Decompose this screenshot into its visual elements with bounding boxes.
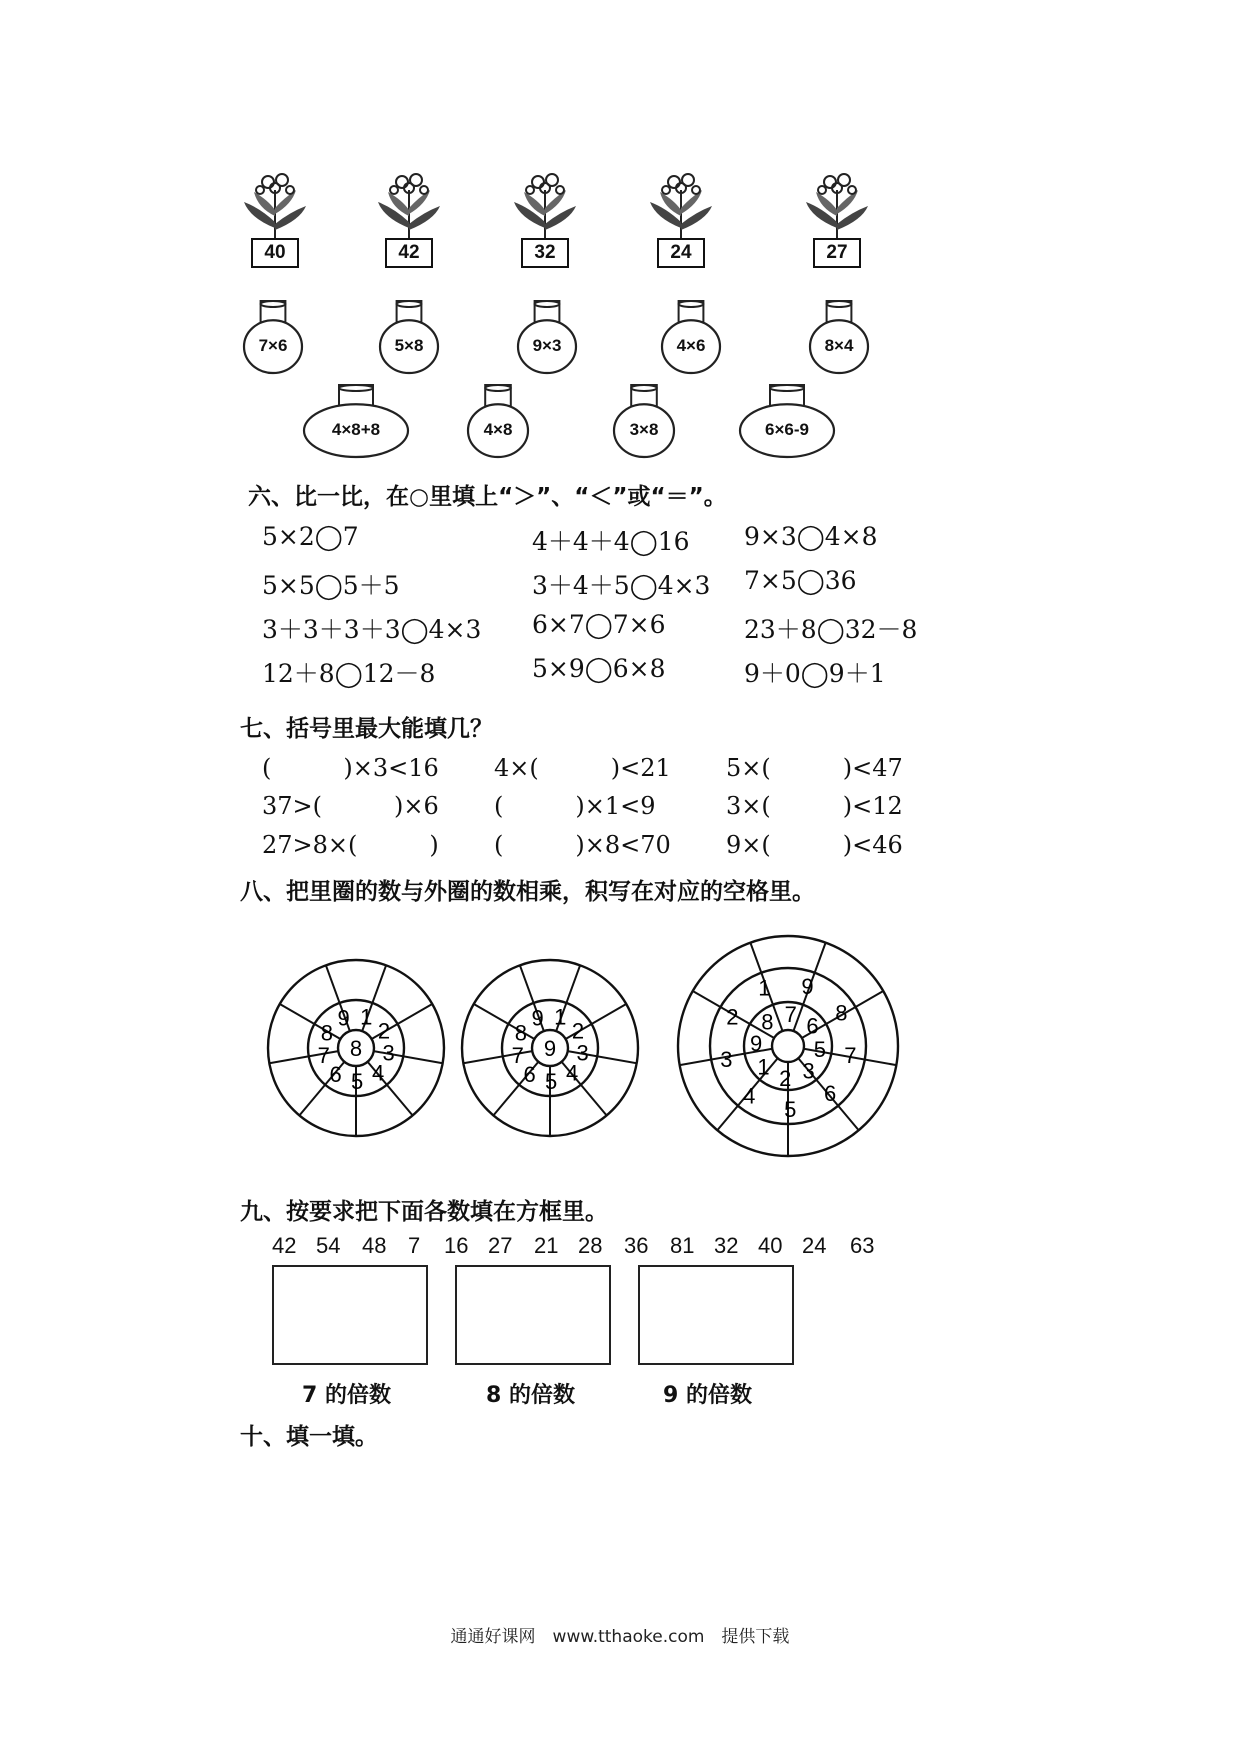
wheel-middle-number: 5 [784, 1096, 797, 1122]
wheel-inner-number: 3 [382, 1040, 395, 1066]
fill-item[interactable]: ( )×1<9 [494, 792, 656, 820]
flower-icon [372, 168, 446, 248]
multiply-wheel[interactable] [674, 932, 902, 1160]
answer-box-7[interactable] [272, 1265, 428, 1365]
pot-number: 24 [657, 238, 705, 268]
vase[interactable] [738, 384, 836, 460]
answer-box-8[interactable] [455, 1265, 611, 1365]
wheel-middle-number: 6 [824, 1080, 837, 1106]
flower-icon [238, 168, 312, 248]
wheel-inner-number: 8 [320, 1020, 333, 1046]
answer-box-9[interactable] [638, 1265, 794, 1365]
wheel-inner-number: 3 [802, 1058, 815, 1084]
vase[interactable] [302, 384, 410, 460]
flower-pot[interactable] [372, 168, 446, 268]
compare-item[interactable]: 7×5◯36 [744, 566, 857, 595]
compare-item[interactable]: 3＋4＋5◯4×3 [532, 571, 711, 600]
wheel-inner-number: 1 [554, 1004, 567, 1030]
wheel-inner-number: 5 [545, 1068, 558, 1094]
wheel-inner-number: 2 [571, 1018, 585, 1044]
fill-item[interactable]: 9×( )<46 [726, 831, 903, 859]
wheel-inner-number: 9 [337, 1005, 350, 1031]
wheel-middle-number: 2 [726, 1004, 739, 1030]
vase-expression: 4×6 [676, 335, 706, 355]
vase-expression: 4×8 [483, 419, 513, 439]
vase[interactable] [378, 300, 440, 376]
vase-expression: 9×3 [532, 335, 562, 355]
number-item[interactable]: 42 [272, 1233, 297, 1258]
vase[interactable] [808, 300, 870, 376]
wheel-middle-number: 4 [743, 1083, 756, 1109]
vase[interactable] [242, 300, 304, 376]
compare-item[interactable]: 23＋8◯32－8 [744, 615, 918, 644]
wheel-inner-number: 4 [371, 1060, 385, 1086]
number-item[interactable]: 81 [670, 1233, 695, 1258]
compare-item[interactable]: 9＋0◯9＋1 [744, 659, 886, 688]
number-item[interactable]: 48 [362, 1233, 387, 1258]
number-item[interactable]: 63 [850, 1233, 875, 1258]
vase-expression: 7×6 [258, 335, 288, 355]
wheel-inner-number: 7 [317, 1042, 330, 1068]
number-item[interactable]: 28 [578, 1233, 603, 1258]
wheel-inner-number: 2 [779, 1065, 792, 1091]
flower-pot[interactable] [508, 168, 582, 268]
wheel-inner-number: 8 [761, 1009, 774, 1035]
fill-item[interactable]: ( )×8<70 [494, 831, 671, 859]
pot-number: 42 [385, 238, 433, 268]
pot-number: 27 [813, 238, 861, 268]
wheel-middle-number: 1 [758, 975, 771, 1001]
number-item[interactable]: 27 [488, 1233, 513, 1258]
vase-expression: 5×8 [394, 335, 424, 355]
compare-item[interactable]: 5×9◯6×8 [532, 654, 666, 683]
number-item[interactable]: 21 [534, 1233, 559, 1258]
flower-pot[interactable] [800, 168, 874, 268]
vase-expression: 8×4 [824, 335, 854, 355]
wheel-inner-number: 5 [813, 1036, 827, 1062]
wheel-inner-number: 8 [514, 1020, 527, 1046]
compare-item[interactable]: 5×2◯7 [262, 522, 359, 551]
wheel-inner-number: 6 [523, 1062, 536, 1088]
fill-item[interactable]: 4×( )<21 [494, 754, 671, 782]
wheel-center-number: 9 [543, 1036, 557, 1061]
wheel-inner-number: 3 [576, 1040, 589, 1066]
multiply-wheel[interactable] [458, 956, 642, 1140]
vase-expression: 4×8+8 [331, 419, 381, 439]
vase-expression: 6×6-9 [765, 419, 809, 439]
wheel-inner-number: 1 [757, 1054, 770, 1080]
wheel-inner-number: 1 [360, 1004, 373, 1030]
wheel-inner-number: 2 [377, 1018, 391, 1044]
compare-item[interactable]: 4＋4＋4◯16 [532, 527, 690, 556]
box-label-9: 9 的倍数 [663, 1383, 752, 1408]
wheel-inner-number: 9 [749, 1031, 763, 1057]
wheel-inner-number: 6 [806, 1013, 819, 1039]
fill-item[interactable]: 37>( )×6 [262, 792, 439, 820]
pot-number: 40 [251, 238, 299, 268]
section6-title: 六、比一比，在○里填上“＞”、“＜”或“＝”。 [248, 484, 727, 510]
pot-number: 32 [521, 238, 569, 268]
number-item[interactable]: 54 [316, 1233, 341, 1258]
fill-item[interactable]: 5×( )<47 [726, 754, 903, 782]
vase[interactable] [660, 300, 722, 376]
compare-item[interactable]: 5×5◯5＋5 [262, 571, 400, 600]
compare-item[interactable]: 12＋8◯12－8 [262, 659, 436, 688]
number-item[interactable]: 40 [758, 1233, 783, 1258]
number-item[interactable]: 24 [802, 1233, 827, 1258]
compare-item[interactable]: 9×3◯4×8 [744, 522, 878, 551]
flower-icon [508, 168, 582, 248]
number-item[interactable]: 7 [408, 1233, 421, 1258]
number-item[interactable]: 32 [714, 1233, 739, 1258]
wheel-middle-number: 8 [835, 1000, 848, 1026]
wheel-middle-number: 7 [844, 1042, 857, 1068]
wheel-inner-number: 9 [531, 1005, 544, 1031]
wheel-inner-number: 6 [329, 1062, 342, 1088]
number-item[interactable]: 36 [624, 1233, 649, 1258]
number-item[interactable]: 16 [444, 1233, 469, 1258]
box-label-7: 7 的倍数 [302, 1383, 391, 1408]
fill-item[interactable]: 3×( )<12 [726, 792, 903, 820]
vase[interactable] [612, 384, 676, 460]
wheel-inner-number: 5 [351, 1068, 364, 1094]
section7-title: 七、括号里最大能填几？ [240, 716, 493, 742]
fill-item[interactable]: ( )×3<16 [262, 754, 439, 782]
flower-icon [800, 168, 874, 248]
compare-item[interactable]: 3＋3＋3＋3◯4×3 [262, 615, 482, 644]
wheel-center-number: 8 [349, 1036, 363, 1061]
wheel-inner-number: 7 [784, 1002, 797, 1028]
vase[interactable] [516, 300, 578, 376]
multiply-wheel[interactable] [264, 956, 448, 1140]
flower-pot[interactable] [238, 168, 312, 268]
fill-item[interactable]: 27>8×( ) [262, 831, 439, 859]
footer-text: 通通好课网 www.tthaoke.com 提供下载 [450, 1627, 790, 1647]
wheel-inner-number: 7 [511, 1042, 524, 1068]
compare-item[interactable]: 6×7◯7×6 [532, 610, 666, 639]
vase[interactable] [466, 384, 530, 460]
flower-pot[interactable] [644, 168, 718, 268]
section9-title: 九、按要求把下面各数填在方框里。 [240, 1199, 608, 1225]
wheel-middle-number: 9 [801, 974, 814, 1000]
wheel-inner-number: 4 [565, 1060, 579, 1086]
flower-icon [644, 168, 718, 248]
section8-title: 八、把里圈的数与外圈的数相乘，积写在对应的空格里。 [240, 879, 815, 905]
box-label-8: 8 的倍数 [486, 1383, 575, 1408]
vase-expression: 3×8 [629, 419, 659, 439]
wheel-middle-number: 3 [720, 1047, 733, 1073]
section10-title: 十、填一填。 [240, 1424, 378, 1450]
